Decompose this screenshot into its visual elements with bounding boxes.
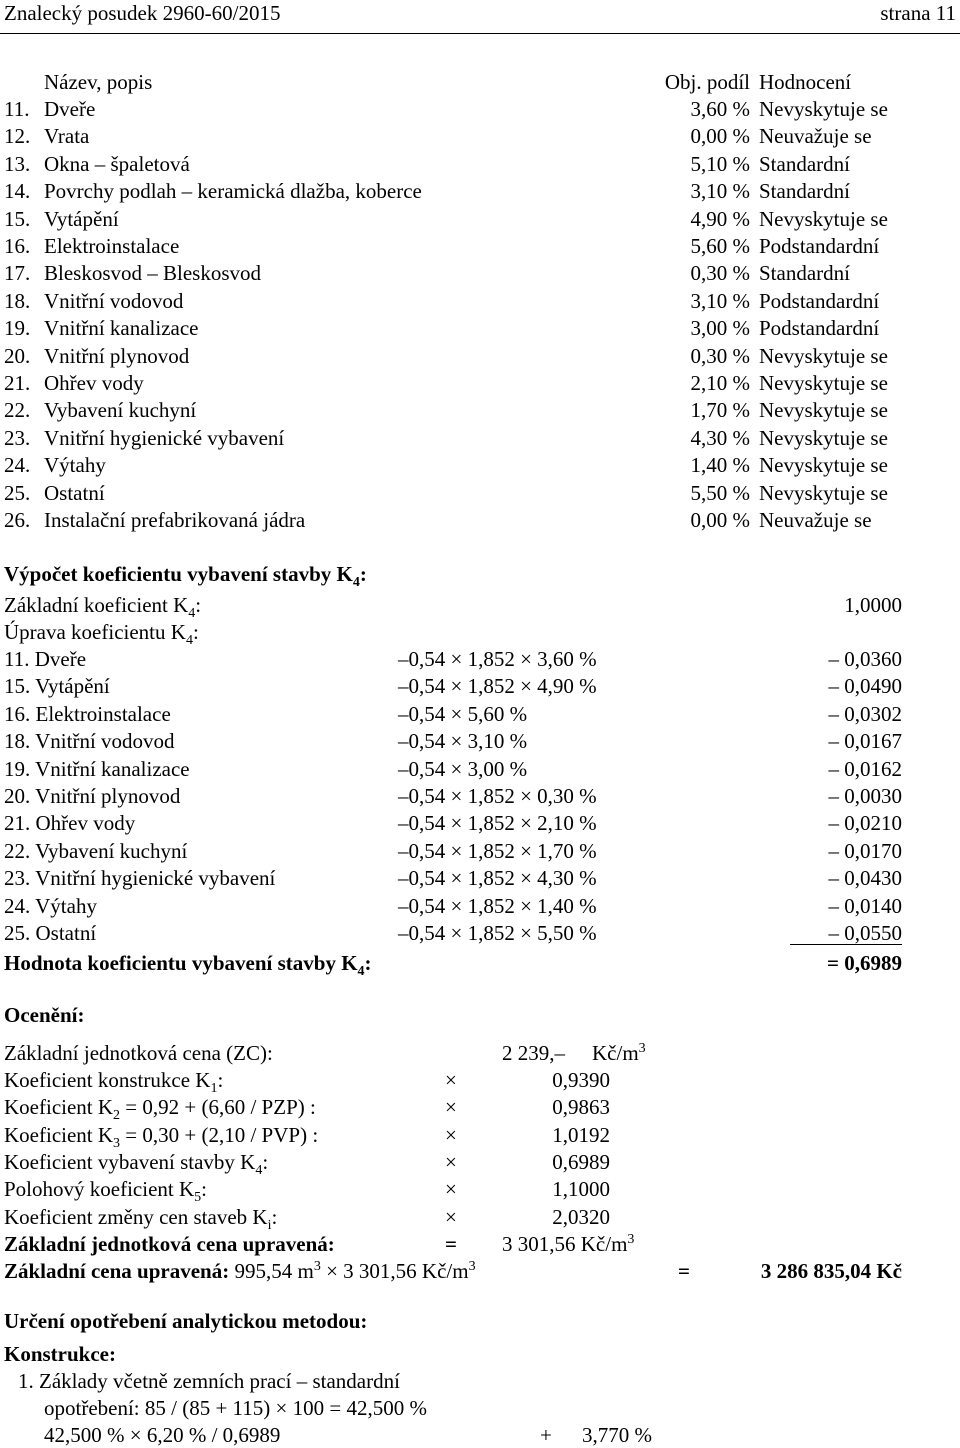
coef-operator: × — [445, 1177, 457, 1202]
k4-item-formula: –0,54 × 1,852 × 4,90 % — [398, 674, 597, 699]
k4-item-label: 15. Vytápění — [4, 674, 110, 699]
row-name: Instalační prefabrikovaná jádra — [44, 508, 306, 532]
k4-item-formula: –0,54 × 1,852 × 1,40 % — [398, 893, 597, 918]
row-share: 0,00 % — [690, 124, 750, 149]
row-name: Vnitřní hygienické vybavení — [44, 425, 285, 450]
row-rating: Standardní — [759, 151, 850, 176]
row-name: Okna – špaletová — [44, 151, 190, 176]
adjusted-unit-price-eq: = — [445, 1232, 457, 1256]
row-share: 4,30 % — [690, 425, 750, 450]
coef-label: Koeficient změny cen staveb $K_i$: — [4, 1204, 278, 1233]
coef-label: Koeficient vybavení stavby $K_4$: — [4, 1149, 269, 1179]
k4-item-formula: –0,54 × 1,852 × 5,50 % — [398, 921, 597, 945]
k4-item-formula: –0,54 × 3,00 % — [398, 756, 528, 781]
row-name: Elektroinstalace — [44, 234, 180, 258]
row-rating: Podstandardní — [759, 288, 880, 313]
row-number: 15. — [4, 206, 31, 231]
wear-title: Určení opotřebení analytickou metodou: — [4, 1309, 368, 1333]
row-name: Bleskosvod – Bleskosvod — [44, 261, 262, 286]
row-rating: Standardní — [759, 179, 850, 204]
valuation-title: Ocenění: — [4, 1003, 85, 1027]
row-number: 17. — [4, 261, 31, 286]
k4-item-label: 24. Výtahy — [4, 893, 97, 918]
k4-item-formula: –0,54 × 1,852 × 1,70 % — [398, 838, 597, 863]
row-rating: Neuvažuje se — [759, 124, 872, 149]
row-number: 12. — [4, 124, 31, 149]
row-share: 3,00 % — [690, 316, 750, 341]
row-name: Ohřev vody — [44, 371, 144, 395]
k4-item-result: – 0,0140 — [828, 893, 902, 918]
row-share: 5,50 % — [690, 480, 750, 505]
row-share: 3,10 % — [690, 288, 750, 313]
k4-item-formula: –0,54 × 1,852 × 2,10 % — [398, 811, 597, 836]
k4-item-label: 11. Dveře — [4, 647, 87, 671]
row-name: Vnitřní vodovod — [44, 288, 184, 313]
base-price-value: 3 286 835,04 Kč — [760, 1259, 902, 1283]
adjusted-unit-price-label: Základní jednotková cena upravená: — [4, 1232, 335, 1256]
k4-item-formula: –0,54 × 1,852 × 3,60 % — [398, 647, 597, 671]
col-header-rating: Hodnocení — [759, 70, 852, 94]
k4-item-result: – 0,0490 — [828, 674, 902, 699]
row-number: 14. — [4, 179, 31, 204]
k4-item-result: – 0,0210 — [828, 811, 902, 836]
coef-label: Koeficient $K_3 = 0,30 + (2,10 / PVP)$ : — [4, 1122, 319, 1151]
k4-title: Výpočet koeficientu vybavení stavby $K_4$: — [4, 562, 367, 591]
k4-item-label: 20. Vnitřní plynovod — [4, 784, 181, 808]
row-rating: Podstandardní — [759, 316, 880, 341]
k4-item-result: – 0,0167 — [828, 729, 902, 754]
col-header-name: Název, popis — [44, 70, 153, 94]
k4-item-label: 22. Vybavení kuchyní — [4, 838, 188, 863]
row-share: 4,90 % — [690, 206, 750, 231]
zc-unit: $Kč/m^3$ — [592, 1041, 646, 1065]
wear-item1-value: 3,770 % — [582, 1423, 652, 1447]
row-share: 3,60 % — [690, 97, 750, 121]
row-number: 13. — [4, 151, 31, 176]
k4-item-label: 23. Vnitřní hygienické vybavení — [4, 866, 276, 891]
row-number: 26. — [4, 508, 31, 532]
row-rating: Neuvažuje se — [759, 508, 872, 532]
row-share: 0,30 % — [690, 261, 750, 286]
k4-item-result: – 0,0360 — [828, 647, 902, 671]
row-rating: Standardní — [759, 261, 850, 286]
row-number: 25. — [4, 480, 31, 505]
coef-value: 2,0320 — [552, 1204, 610, 1229]
k4-item-result: – 0,0550 — [828, 921, 902, 945]
k4-item-label: 21. Ohřev vody — [4, 811, 136, 836]
row-name: Dveře — [44, 97, 96, 121]
row-number: 19. — [4, 316, 31, 341]
zc-label: Základní jednotková cena (ZC): — [4, 1041, 273, 1065]
row-number: 24. — [4, 453, 31, 478]
row-rating: Nevyskytuje se — [759, 425, 888, 450]
wear-subtitle: Konstrukce: — [4, 1342, 116, 1366]
coef-operator: × — [445, 1204, 457, 1229]
header-rule — [0, 33, 960, 34]
row-number: 16. — [4, 234, 31, 258]
coef-value: 1,1000 — [552, 1177, 610, 1202]
coef-operator: × — [445, 1149, 457, 1174]
col-header-share: Obj. podíl — [664, 70, 750, 94]
coef-value: 1,0192 — [552, 1122, 610, 1147]
k4-item-label: 18. Vnitřní vodovod — [4, 729, 175, 754]
row-name: Vnitřní plynovod — [44, 343, 190, 368]
row-name: Ostatní — [44, 480, 105, 505]
row-share: 5,60 % — [690, 234, 750, 258]
row-rating: Nevyskytuje se — [759, 371, 888, 395]
row-name: Vybavení kuchyní — [44, 398, 197, 423]
row-number: 22. — [4, 398, 31, 423]
row-rating: Nevyskytuje se — [759, 343, 888, 368]
base-price-line: Základní cena upravená: 995,54 $m^3 \times 3$ 301,56 $Kč/m^3$ — [4, 1259, 476, 1283]
adjusted-unit-price-value: 3 301,56 $Kč/m^3$ — [502, 1232, 635, 1256]
k4-item-formula: –0,54 × 1,852 × 4,30 % — [398, 866, 597, 891]
page-number: strana 11 — [880, 1, 956, 25]
wear-item1: 1. Základy včetně zemních prací – standardní — [18, 1369, 400, 1393]
coef-operator: × — [445, 1122, 457, 1147]
document-title: Znalecký posudek 2960-60/2015 — [4, 1, 281, 25]
k4-item-result: – 0,0170 — [828, 838, 902, 863]
row-share: 1,40 % — [690, 453, 750, 478]
k4-item-formula: –0,54 × 5,60 % — [398, 701, 528, 726]
row-name: Vrata — [44, 124, 90, 149]
k4-item-label: 16. Elektroinstalace — [4, 701, 171, 726]
k4-item-result: – 0,0302 — [828, 701, 902, 726]
k4-item-formula: –0,54 × 1,852 × 0,30 % — [398, 784, 597, 808]
coef-operator: × — [445, 1095, 457, 1120]
row-share: 3,10 % — [690, 179, 750, 204]
k4-adj-label: Úprava koeficientu $K_4$: — [4, 620, 199, 649]
row-name: Povrchy podlah – keramická dlažba, koberce — [44, 179, 422, 204]
row-rating: Nevyskytuje se — [759, 97, 888, 121]
coef-value: 0,6989 — [552, 1149, 610, 1174]
sum-rule — [790, 944, 902, 945]
row-rating: Nevyskytuje se — [759, 453, 888, 478]
row-rating: Nevyskytuje se — [759, 206, 888, 231]
k4-item-label: 19. Vnitřní kanalizace — [4, 756, 190, 781]
k4-base-label: Základní koeficient $K_4$: — [4, 593, 202, 622]
row-name: Výtahy — [44, 453, 106, 478]
base-price-eq: = — [678, 1259, 690, 1283]
row-number: 20. — [4, 343, 31, 368]
row-share: 1,70 % — [690, 398, 750, 423]
row-rating: Nevyskytuje se — [759, 398, 888, 423]
k4-item-result: – 0,0162 — [828, 756, 902, 781]
k4-total-label: Hodnota koeficientu vybavení stavby $K_4$: — [4, 951, 372, 980]
wear-item1-op: + — [540, 1423, 552, 1447]
zc-value: 2 239,– — [502, 1041, 565, 1065]
coef-value: 0,9390 — [552, 1068, 610, 1092]
coef-label: Koeficient $K_2 = 0,92 + (6,60 / PZP)$ : — [4, 1095, 316, 1124]
coef-label: Polohový koeficient $K_5$: — [4, 1177, 207, 1206]
row-share: 2,10 % — [690, 371, 750, 395]
coef-label: Koeficient konstrukce $K_1$: — [4, 1068, 224, 1097]
row-number: 21. — [4, 371, 31, 395]
k4-item-result: – 0,0430 — [828, 866, 902, 891]
k4-item-result: – 0,0030 — [828, 784, 902, 808]
row-name: Vytápění — [44, 206, 119, 231]
k4-item-label: 25. Ostatní — [4, 921, 97, 945]
wear-item1-calc2: 42,500 % × 6,20 % / 0,6989 — [44, 1423, 281, 1447]
row-name: Vnitřní kanalizace — [44, 316, 199, 341]
row-share: 5,10 % — [690, 151, 750, 176]
row-share: 0,30 % — [690, 343, 750, 368]
row-rating: Podstandardní — [759, 234, 880, 258]
row-rating: Nevyskytuje se — [759, 480, 888, 505]
coef-value: 0,9863 — [552, 1095, 610, 1120]
row-number: 11. — [4, 97, 30, 121]
row-share: 0,00 % — [690, 508, 750, 532]
coef-operator: × — [445, 1068, 457, 1092]
row-number: 18. — [4, 288, 31, 313]
k4-base-value: 1,0000 — [844, 593, 902, 617]
row-number: 23. — [4, 425, 31, 450]
wear-item1-calc: opotřebení: 85 / (85 + 115) × 100 = 42,500 % — [44, 1396, 427, 1420]
k4-item-formula: –0,54 × 3,10 % — [398, 729, 528, 754]
k4-total-value: = 0,6989 — [827, 951, 902, 975]
